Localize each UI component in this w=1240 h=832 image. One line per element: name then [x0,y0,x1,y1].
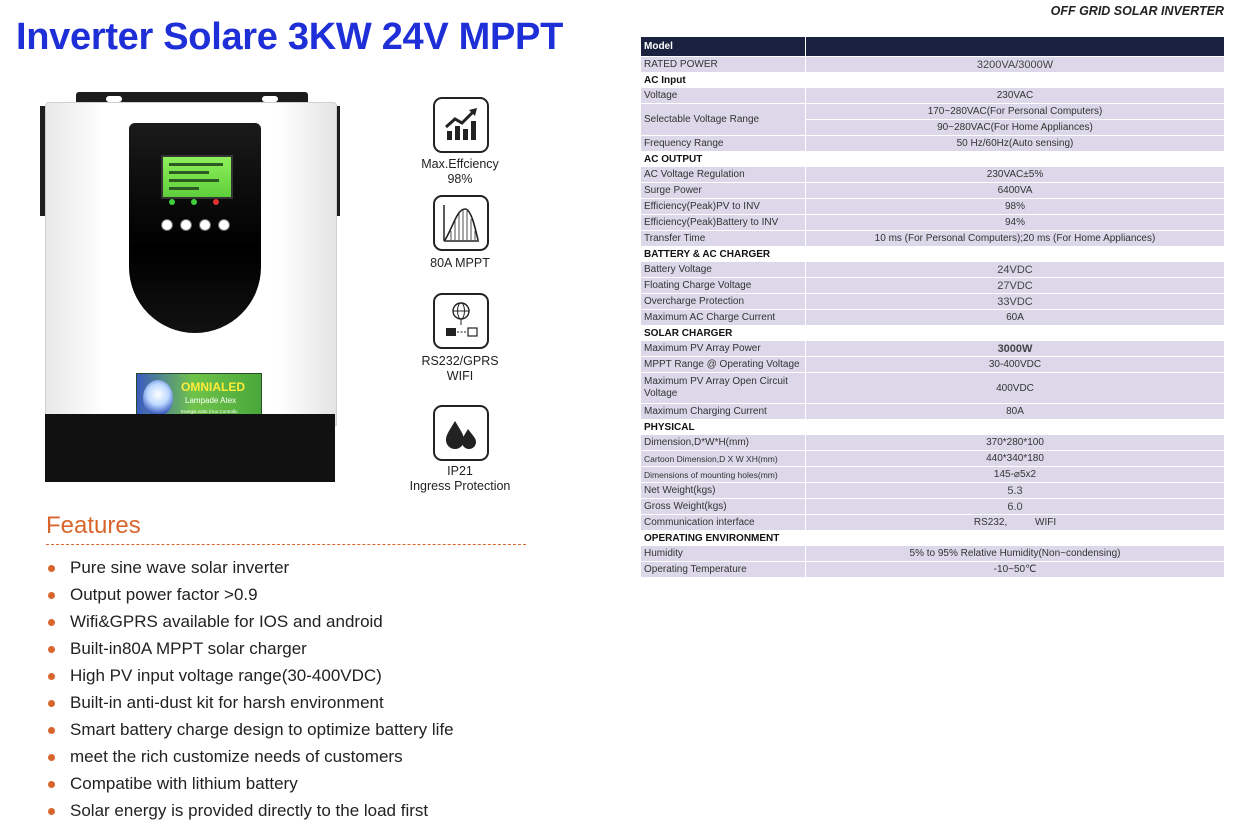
table-row: Transfer Time 10 ms (For Personal Computers);20 ms (For Home Appliances) [641,231,1224,247]
feature-item: meet the rich customize needs of customers [46,745,454,772]
table-row: Dimensions of mounting holes(mm) 145-⌀5x2 [641,467,1224,483]
network-icon [433,293,489,349]
section-header: OPERATING ENVIRONMENT [641,531,1224,546]
table-row: Operating Temperature -10~50℃ [641,562,1224,578]
features-list [46,556,454,826]
category-label: OFF GRID SOLAR INVERTER [1050,4,1224,18]
table-header-row [641,37,1224,57]
efficiency-chart-icon [433,97,489,153]
brand-name: OMNIALED [181,380,245,394]
device-bottom-cover [45,414,335,482]
feature-item: Built-in80A MPPT solar charger [46,637,454,664]
brand-subtitle: Lampade Atex [185,396,237,405]
features-divider [46,544,526,545]
lightbulb-icon [143,380,173,416]
table-row: Surge Power 6400VA [641,183,1224,199]
table-row: RATED POWER 3200VA/3000W [641,57,1224,73]
table-row: Cartoon Dimension,D X W XH(mm) 440*340*180 [641,451,1224,467]
feature-item: Pure sine wave solar inverter [46,556,454,583]
status-leds [165,199,227,207]
table-row: Maximum PV Array Power 3000W [641,341,1224,357]
table-row: Gross Weight(kgs) 6.0 [641,499,1224,515]
spec-table [641,37,1224,578]
feature-item: Built-in anti-dust kit for harsh environment [46,691,454,718]
section-header: AC OUTPUT [641,152,1224,167]
section-header: SOLAR CHARGER [641,326,1224,341]
model-header: Model [641,37,806,57]
feature-item: High PV input voltage range(30-400VDC) [46,664,454,691]
table-row: Communication interface RS232, WIFI [641,515,1224,531]
feature-item: Solar energy is provided directly to the load first [46,799,454,826]
device-buttons [161,219,231,231]
brand-tagline: Energia sotto il tuo Controllo [181,409,238,414]
section-header: PHYSICAL [641,420,1224,435]
table-row: Voltage 230VAC [641,88,1224,104]
device-body [45,102,337,426]
inverter-device-image [40,92,340,484]
table-row: Efficiency(Peak)Battery to INV 94% [641,215,1224,231]
feature-item: Smart battery charge design to optimize battery life [46,718,454,745]
table-row: Maximum AC Charge Current 60A [641,310,1224,326]
mppt-curve-icon [433,195,489,251]
table-row: Efficiency(Peak)PV to INV 98% [641,199,1224,215]
table-row: MPPT Range @ Operating Voltage 30-400VDC [641,357,1224,373]
section-header: AC Input [641,73,1224,88]
table-row: Maximum Charging Current 80A [641,404,1224,420]
efficiency-label: Max.Effciency 98% [421,157,499,186]
table-row: Overcharge Protection 33VDC [641,294,1224,310]
table-row: Battery Voltage 24VDC [641,262,1224,278]
feature-item: Output power factor >0.9 [46,583,454,610]
lcd-display [161,155,233,199]
table-row: Floating Charge Voltage 27VDC [641,278,1224,294]
table-row: Frequency Range 50 Hz/60Hz(Auto sensing) [641,136,1224,152]
water-drop-icon [433,405,489,461]
section-header: BATTERY & AC CHARGER [641,247,1224,262]
table-row: Net Weight(kgs) 5.3 [641,483,1224,499]
table-row: Dimension,D*W*H(mm) 370*280*100 [641,435,1224,451]
feature-item: Wifi&GPRS available for IOS and android [46,610,454,637]
table-row: Humidity 5% to 95% Relative Humidity(Non~condensing) [641,546,1224,562]
table-row: Selectable Voltage Range 170~280VAC(For Personal Computers) 90~280VAC(For Home Appliances) [641,104,1224,136]
feature-item: Compatibe with lithium battery [46,772,454,799]
device-control-panel [129,123,261,333]
table-row: AC Voltage Regulation 230VAC±5% [641,167,1224,183]
network-label: RS232/GPRS WIFI [421,354,499,383]
page-title: Inverter Solare 3KW 24V MPPT [16,16,564,58]
features-title: Features [46,512,141,539]
table-row: Maximum PV Array Open Circuit Voltage 400VDC [641,373,1224,404]
mppt-label: 80A MPPT [430,256,490,270]
ip-protection-label: IP21 Ingress Protection [409,464,511,493]
